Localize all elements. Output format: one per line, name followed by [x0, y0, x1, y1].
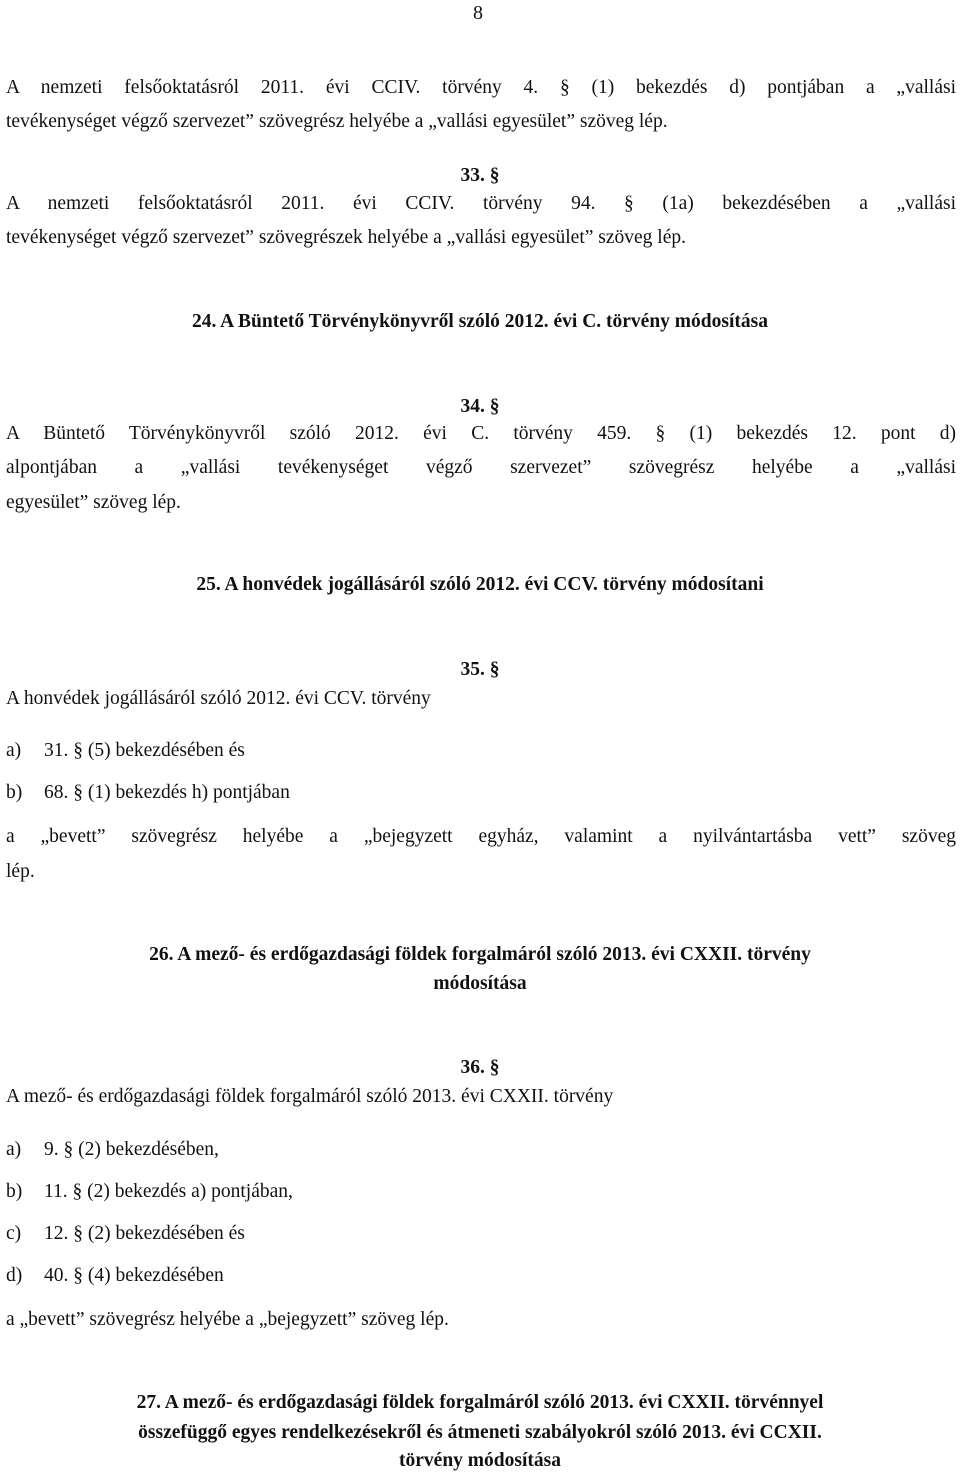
chapter-heading-26-cont: módosítása [433, 973, 527, 994]
list-item [6, 1262, 224, 1290]
list-text: 31. § (5) bekezdésében és [44, 740, 245, 761]
paragraph-line: a „bevett” szövegrész helyébe a „bejegyzett” szöveg lép. [6, 1309, 449, 1330]
paragraph-line: egyesület” szöveg lép. [6, 492, 181, 513]
paragraph-line: A nemzeti felsőoktatásról 2011. évi CCIV. törvény 94. § (1a) bekezdésében a „vallási [6, 193, 956, 214]
section-number-35: 35. § [460, 659, 500, 680]
section-number-33: 33. § [460, 165, 500, 186]
paragraph-line: A mező- és erdőgazdasági földek forgalmáról szóló 2013. évi CXXII. törvény [6, 1086, 614, 1107]
section-number-34: 34. § [460, 396, 500, 417]
paragraph-line: lép. [6, 861, 35, 882]
list-label: b) [6, 1181, 23, 1202]
chapter-heading-25: 25. A honvédek jogállásáról szóló 2012. évi CCV. törvény módosítani [196, 574, 764, 595]
list-text: 11. § (2) bekezdés a) pontjában, [44, 1181, 293, 1202]
section-number-36: 36. § [460, 1057, 500, 1078]
paragraph-line: A nemzeti felsőoktatásról 2011. évi CCIV. törvény 4. § (1) bekezdés d) pontjában a „vallási [6, 77, 956, 98]
chapter-heading-24: 24. A Büntető Törvénykönyvről szóló 2012. évi C. törvény módosítása [192, 311, 768, 332]
list-item [6, 737, 245, 765]
page-number: 8 [473, 2, 483, 24]
chapter-heading-27: 27. A mező- és erdőgazdasági földek forgalmáról szóló 2013. évi CXXII. törvénnyel [136, 1392, 824, 1413]
list-text: 12. § (2) bekezdésében és [44, 1223, 245, 1244]
list-text: 68. § (1) bekezdés h) pontjában [44, 782, 290, 803]
list-label: a) [6, 740, 22, 761]
paragraph-line: alpontjában a „vallási tevékenységet végző szervezet” szövegrész helyébe a „vallási [6, 457, 956, 478]
list-item [6, 779, 290, 807]
list-label: a) [6, 1139, 22, 1160]
paragraph-line: A Büntető Törvénykönyvről szóló 2012. évi C. törvény 459. § (1) bekezdés 12. pont d) [6, 423, 956, 444]
chapter-heading-27-cont: törvény módosítása [399, 1450, 561, 1471]
list-label: c) [6, 1223, 22, 1244]
chapter-heading-26: 26. A mező- és erdőgazdasági földek forgalmáról szóló 2013. évi CXXII. törvény [149, 944, 811, 965]
paragraph-line: tevékenységet végző szervezet” szövegrész helyébe a „vallási egyesület” szöveg lép. [6, 111, 668, 132]
paragraph-line: A honvédek jogállásáról szóló 2012. évi CCV. törvény [6, 688, 431, 709]
list-label: b) [6, 782, 23, 803]
chapter-heading-27-cont: összefüggő egyes rendelkezésekről és átmeneti szabályokról szóló 2013. évi CCXII. [138, 1422, 822, 1443]
list-item [6, 1220, 245, 1248]
paragraph-line: tevékenységet végző szervezet” szövegrészek helyébe a „vallási egyesület” szöveg lép. [6, 227, 686, 248]
list-text: 40. § (4) bekezdésében [44, 1265, 224, 1286]
list-item [6, 1178, 293, 1206]
list-item [6, 1136, 219, 1164]
paragraph-line: a „bevett” szövegrész helyébe a „bejegyzett egyház, valamint a nyilvántartásba vett” szöveg [6, 826, 956, 847]
list-label: d) [6, 1265, 23, 1286]
list-text: 9. § (2) bekezdésében, [44, 1139, 219, 1160]
